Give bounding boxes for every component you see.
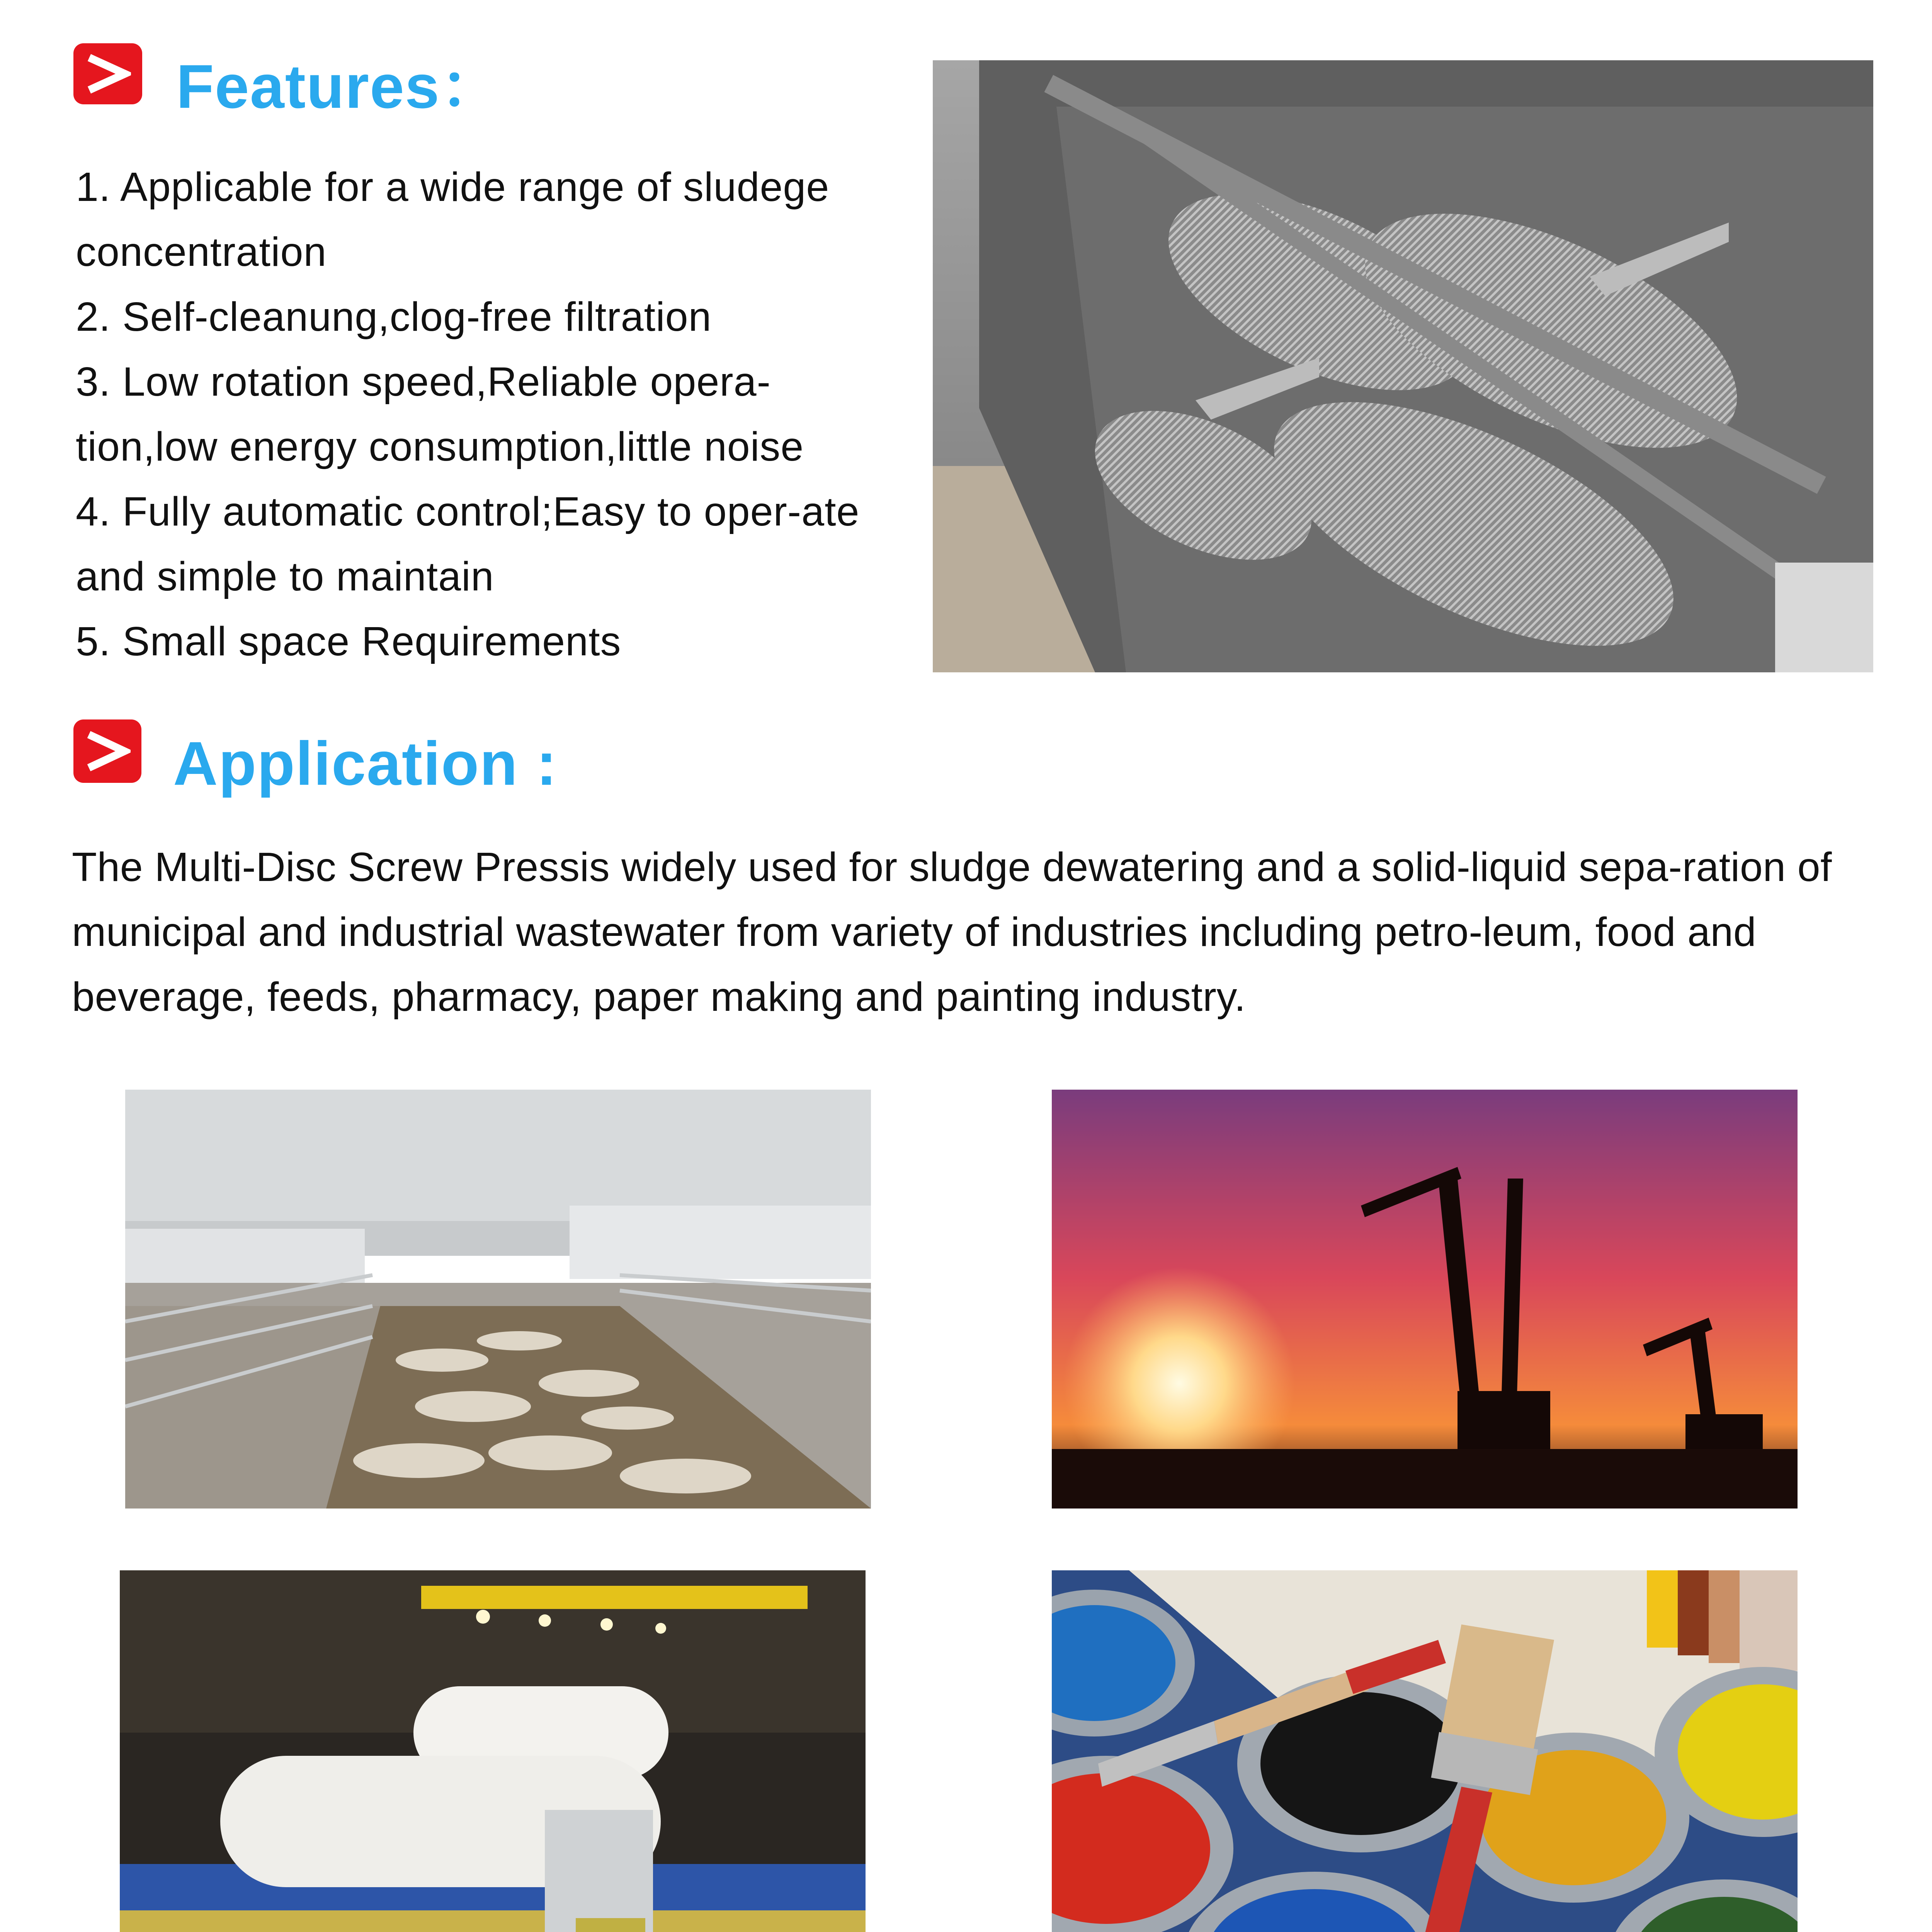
features-list xyxy=(76,155,910,674)
feature-item: 3. Low rotation speed,Reliable opera-tion,low energy consumption,little noise xyxy=(76,359,804,469)
chevron-right-icon xyxy=(85,54,131,94)
feature-item: 4. Fully automatic control;Easy to oper-ate and simple to maintain xyxy=(76,489,860,599)
paint-cans-brushes-image xyxy=(1052,1570,1798,1932)
oil-pump-sunset-image xyxy=(1052,1090,1798,1509)
feature-item: 1. Applicable for a wide range of sludege concentration xyxy=(76,164,830,275)
application-heading: Application : xyxy=(173,729,558,798)
application-badge-icon xyxy=(73,719,141,783)
features-badge-icon xyxy=(73,43,142,104)
chevron-right-icon xyxy=(84,730,131,772)
feature-item: 5. Small space Requirements xyxy=(76,619,621,664)
features-heading: Features： xyxy=(176,52,503,121)
wastewater-treatment-image xyxy=(125,1090,871,1509)
screw-press-machine-image xyxy=(933,60,1873,672)
application-description: The Multi-Disc Screw Pressis widely used for sludge dewatering and a solid-liquid sepa-ration of municipal and industrial wastewater from variety of industries including petro-leum, food and beverage, feeds, pharmacy, paper making and painting industry. xyxy=(72,844,1832,1020)
paper-making-machine-image xyxy=(120,1570,866,1932)
feature-item: 2. Self-cleanung,clog-free filtration xyxy=(76,294,712,340)
